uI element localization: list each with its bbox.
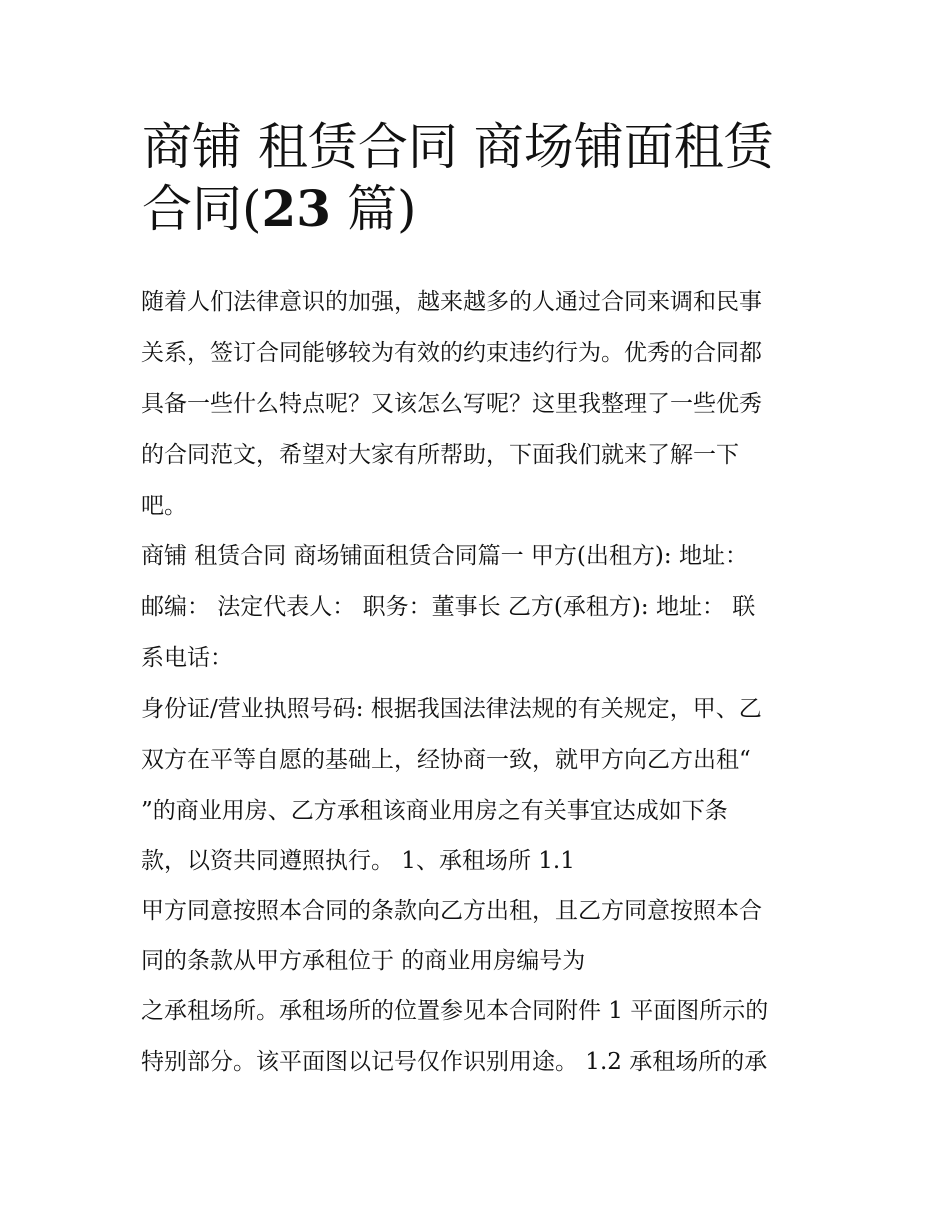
body-line-1: 随着人们法律意识的加强，越来越多的人通过合同来调和民事 <box>141 289 762 315</box>
body-line-9: 身份证/营业执照号码: 根据我国法律法规的有关规定，甲、乙 <box>141 696 762 722</box>
body-line-11: ”的商业用房、乙方承租该商业用房之有关事宜达成如下条 <box>141 798 728 824</box>
body-line-12: 款，以资共同遵照执行。 1、承租场所 1.1 <box>141 848 575 874</box>
body-line-4: 的合同范文，希望对大家有所帮助，下面我们就来了解一下 <box>141 442 739 468</box>
body-line-6: 商铺 租赁合同 商场铺面租赁合同篇一 甲方(出租方): 地址： <box>141 543 748 569</box>
body-line-10: 双方在平等自愿的基础上，经协商一致，就甲方向乙方出租“ <box>141 747 751 773</box>
body-line-14: 同的条款从甲方承租位于 的商业用房编号为 <box>141 948 586 974</box>
body-line-13: 甲方同意按照本合同的条款向乙方出租，且乙方同意按照本合 <box>141 898 762 924</box>
title-line-2-pre: 合同( <box>142 180 262 238</box>
body-line-5: 吧。 <box>141 493 187 519</box>
document-title <box>142 116 774 240</box>
title-line-1: 商铺 租赁合同 商场铺面租赁 <box>142 118 774 176</box>
body-line-16: 特别部分。该平面图以记号仅作识别用途。 1.2 承租场所的承 <box>141 1049 768 1075</box>
body-line-7: 邮编： 法定代表人： 职务：董事长 乙方(承租方): 地址： 联 <box>141 594 756 620</box>
body-line-3: 具备一些什么特点呢？又该怎么写呢？这里我整理了一些优秀 <box>141 391 762 417</box>
body-line-15: 之承租场所。承租场所的位置参见本合同附件 1 平面图所示的 <box>141 998 769 1024</box>
title-line-2-post: 篇) <box>331 180 417 238</box>
body-line-8: 系电话： <box>141 645 233 671</box>
title-line-2-number: 23 <box>261 179 332 238</box>
body-line-2: 关系，签订合同能够较为有效的约束违约行为。优秀的合同都 <box>141 340 762 366</box>
